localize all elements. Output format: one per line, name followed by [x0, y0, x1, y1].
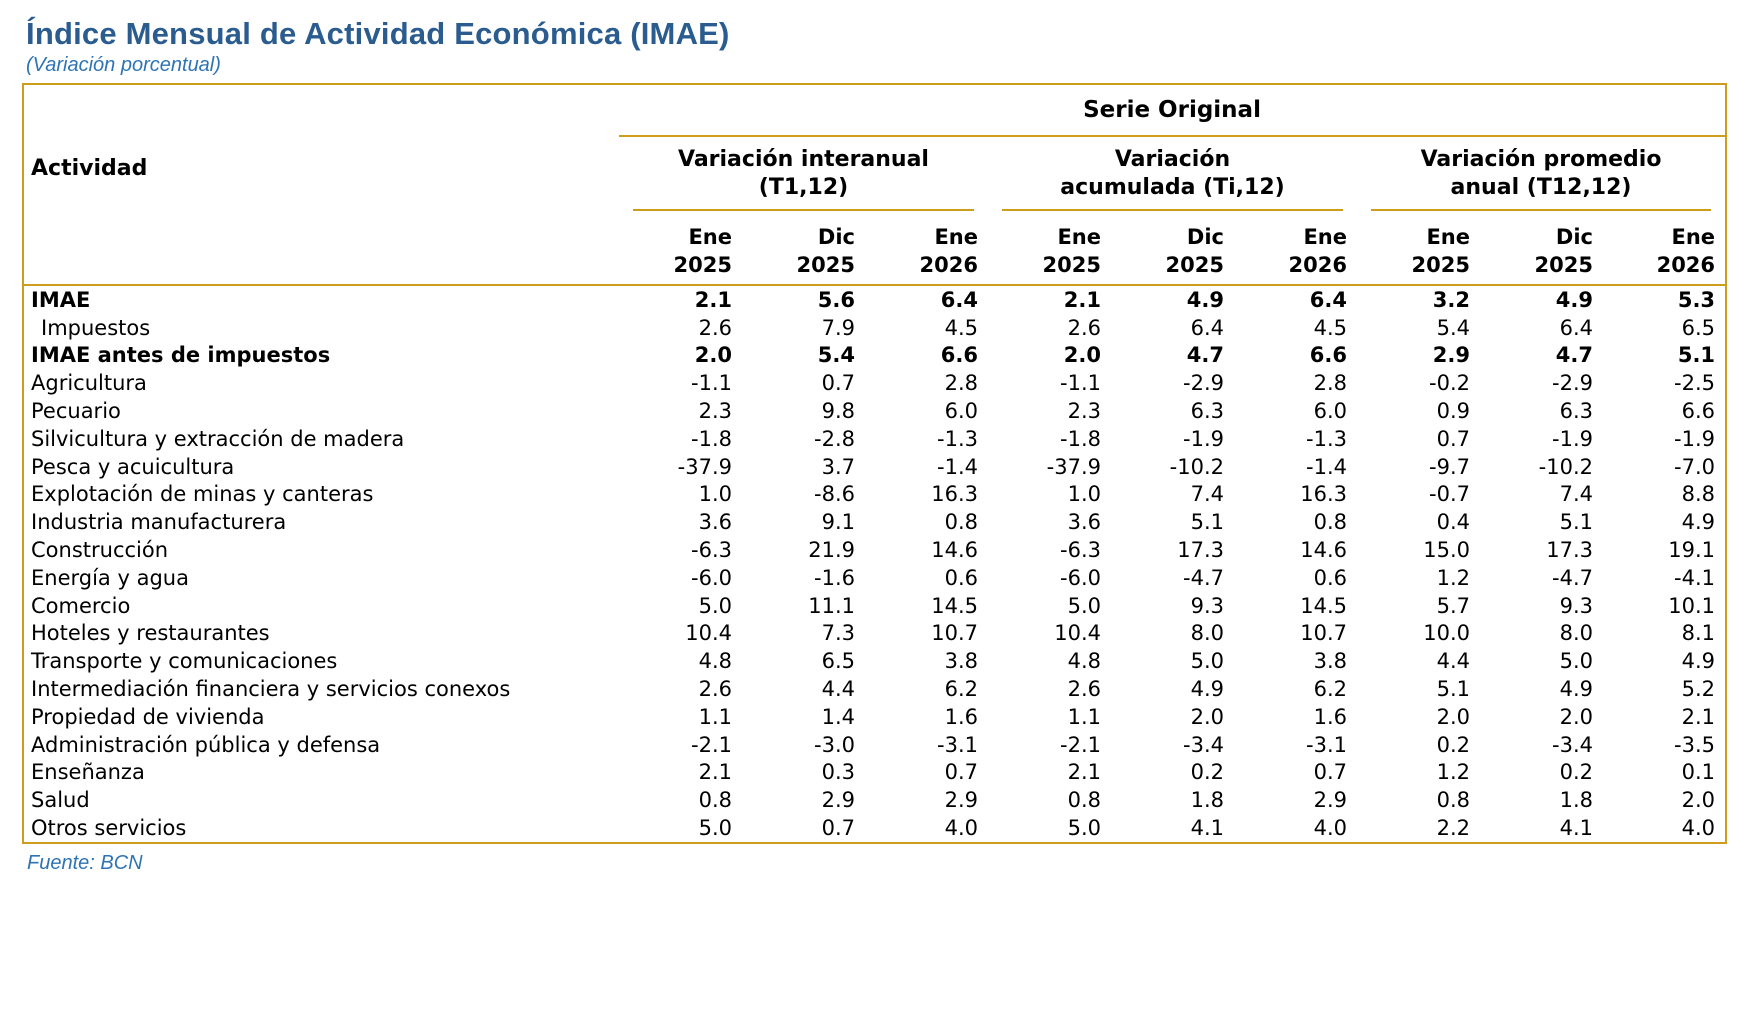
table-row — [23, 703, 1726, 731]
activity-label: IMAE antes de impuestos — [31, 343, 331, 368]
value-cell: 0.7 — [1313, 760, 1347, 785]
value-cell: 0.7 — [944, 760, 978, 785]
table-row — [23, 369, 1726, 397]
activity-label: Salud — [31, 788, 90, 813]
table-row — [23, 481, 1726, 509]
value-cell: -2.8 — [814, 426, 855, 451]
value-cell: 5.1 — [1190, 510, 1224, 535]
value-cell: -2.5 — [1674, 371, 1716, 396]
value-cell: 6.6 — [1681, 399, 1716, 424]
group-header-underline — [1371, 146, 1711, 211]
period-header-ene-2025: Ene 2025 — [619, 211, 742, 285]
group-label-line2: acumulada (Ti,12) — [1060, 174, 1285, 200]
table-row — [23, 425, 1726, 453]
value-cell: 6.3 — [1190, 399, 1224, 424]
value-cell: 2.6 — [1067, 315, 1101, 340]
value-cell: 9.3 — [1559, 593, 1593, 618]
value-cell: 4.1 — [1559, 816, 1593, 841]
page-title: Índice Mensual de Actividad Económica (IMAE) — [26, 16, 730, 51]
value-cell: -6.3 — [691, 538, 732, 563]
value-cell: 9.1 — [821, 510, 855, 535]
activity-label: Propiedad de vivienda — [31, 704, 265, 729]
value-cell: 17.3 — [1177, 538, 1224, 563]
value-cell: 2.6 — [1067, 677, 1101, 702]
value-cell: 3.6 — [1067, 510, 1101, 535]
value-cell: 5.0 — [1067, 593, 1101, 618]
group-header-underline — [633, 146, 974, 211]
value-cell: 2.0 — [1559, 704, 1593, 729]
value-cell: -0.2 — [1429, 371, 1470, 396]
value-cell: 5.0 — [1190, 649, 1224, 674]
activity-label: Administración pública y defensa — [31, 732, 381, 757]
value-cell: 5.0 — [698, 816, 732, 841]
value-cell: 0.8 — [1067, 788, 1101, 813]
value-cell: -3.1 — [937, 732, 978, 757]
value-cell: 1.8 — [1559, 788, 1593, 813]
table-row — [23, 285, 1726, 314]
group-label-line1: Variación interanual — [678, 146, 929, 172]
period-header-ene-2026: Ene 2026 — [1603, 211, 1726, 285]
value-cell: 6.2 — [944, 677, 978, 702]
actividad-label: Actividad — [31, 156, 148, 181]
value-cell: -3.0 — [814, 732, 855, 757]
period-header-ene-2026: Ene 2026 — [865, 211, 988, 285]
value-cell: 16.3 — [1300, 482, 1347, 507]
value-cell: 3.7 — [821, 454, 855, 479]
value-cell: 6.0 — [1313, 399, 1347, 424]
value-cell: 0.9 — [1436, 399, 1470, 424]
value-cell: 2.0 — [694, 343, 732, 368]
table-row — [23, 647, 1726, 675]
value-cell: 19.1 — [1668, 538, 1716, 563]
value-cell: 5.4 — [1436, 315, 1470, 340]
value-cell: 4.9 — [1559, 677, 1593, 702]
value-cell: 6.2 — [1313, 677, 1347, 702]
value-cell: 10.7 — [931, 621, 978, 646]
period-header-dic-2025: Dic 2025 — [1111, 211, 1234, 285]
value-cell: -7.0 — [1674, 454, 1716, 479]
value-cell: -8.6 — [814, 482, 855, 507]
value-cell: -37.9 — [677, 454, 732, 479]
value-cell: 2.0 — [1190, 704, 1224, 729]
activity-label: Comercio — [31, 593, 131, 618]
value-cell: -2.1 — [1060, 732, 1101, 757]
value-cell: 4.0 — [1681, 816, 1716, 841]
value-cell: 1.2 — [1436, 565, 1470, 590]
activity-label: IMAE — [31, 287, 91, 312]
value-cell: -10.2 — [1169, 454, 1224, 479]
value-cell: -1.9 — [1674, 426, 1716, 451]
value-cell: 2.1 — [694, 287, 732, 312]
value-cell: 1.6 — [1313, 704, 1347, 729]
value-cell: 0.3 — [821, 760, 855, 785]
value-cell: -2.1 — [691, 732, 732, 757]
value-cell: -4.1 — [1674, 565, 1716, 590]
activity-label: Hoteles y restaurantes — [31, 621, 270, 646]
value-cell: 4.4 — [821, 677, 855, 702]
activity-label: Agricultura — [31, 371, 147, 396]
group-header-variacion-acumulada — [988, 136, 1357, 211]
value-cell: 6.5 — [1681, 315, 1716, 340]
value-cell: 10.0 — [1423, 621, 1470, 646]
value-cell: 5.1 — [1436, 677, 1470, 702]
period-header-ene-2025: Ene 2025 — [1357, 211, 1480, 285]
serie-original-header — [619, 84, 1726, 136]
value-cell: -1.6 — [814, 565, 855, 590]
value-cell: 9.8 — [821, 399, 855, 424]
value-cell: 2.0 — [1063, 343, 1101, 368]
value-cell: 10.4 — [685, 621, 732, 646]
value-cell: 2.9 — [1432, 343, 1470, 368]
value-cell: 8.0 — [1559, 621, 1593, 646]
value-cell: 4.5 — [1313, 315, 1347, 340]
value-cell: 7.9 — [821, 315, 855, 340]
table-row — [23, 675, 1726, 703]
value-cell: 6.4 — [1190, 315, 1224, 340]
table-row — [23, 342, 1726, 370]
value-cell: 0.7 — [821, 816, 855, 841]
value-cell: 6.6 — [940, 343, 978, 368]
value-cell: 2.9 — [1313, 788, 1347, 813]
value-cell: -10.2 — [1538, 454, 1593, 479]
table-row — [23, 814, 1726, 843]
value-cell: 21.9 — [808, 538, 855, 563]
value-cell: 0.6 — [944, 565, 978, 590]
group-header-variacion-promedio-anual — [1357, 136, 1726, 211]
value-cell: -1.3 — [1306, 426, 1347, 451]
value-cell: 4.9 — [1681, 510, 1716, 535]
activity-label: Energía y agua — [31, 565, 189, 590]
value-cell: 5.2 — [1681, 677, 1716, 702]
value-cell: 0.6 — [1313, 565, 1347, 590]
value-cell: 14.6 — [931, 538, 978, 563]
value-cell: 5.1 — [1677, 343, 1716, 368]
value-cell: -6.0 — [691, 565, 732, 590]
value-cell: 0.8 — [944, 510, 978, 535]
value-cell: -1.4 — [937, 454, 978, 479]
value-cell: 2.1 — [1681, 704, 1716, 729]
value-cell: 0.8 — [1436, 788, 1470, 813]
value-cell: 3.8 — [1313, 649, 1347, 674]
table-row — [23, 731, 1726, 759]
activity-label: Explotación de minas y canteras — [31, 482, 374, 507]
value-cell: 2.9 — [944, 788, 978, 813]
value-cell: 0.7 — [1436, 426, 1470, 451]
value-cell: 5.1 — [1559, 510, 1593, 535]
value-cell: 2.1 — [1063, 287, 1101, 312]
table-row — [23, 314, 1726, 342]
activity-label: Industria manufacturera — [31, 510, 287, 535]
table-row — [23, 508, 1726, 536]
group-label-line2: (T1,12) — [758, 174, 849, 200]
page-subtitle: (Variación porcentual) — [26, 54, 221, 76]
value-cell: 11.1 — [808, 593, 855, 618]
value-cell: 15.0 — [1423, 538, 1470, 563]
table-row — [23, 786, 1726, 814]
imae-table — [22, 83, 1727, 844]
value-cell: 5.0 — [698, 593, 732, 618]
period-header-dic-2025: Dic 2025 — [742, 211, 865, 285]
group-label-line1: Variación promedio — [1420, 146, 1662, 172]
value-cell: -2.9 — [1183, 371, 1224, 396]
value-cell: 10.1 — [1668, 593, 1716, 618]
value-cell: 17.3 — [1546, 538, 1593, 563]
value-cell: 4.5 — [944, 315, 978, 340]
value-cell: 14.5 — [1300, 593, 1347, 618]
value-cell: 5.7 — [1436, 593, 1470, 618]
value-cell: -1.8 — [691, 426, 732, 451]
value-cell: 6.3 — [1559, 399, 1593, 424]
value-cell: 0.2 — [1190, 760, 1224, 785]
activity-label: Intermediación financiera y servicios conexos — [31, 677, 511, 702]
value-cell: 2.8 — [944, 371, 978, 396]
value-cell: -4.7 — [1552, 565, 1593, 590]
activity-label: Transporte y comunicaciones — [31, 649, 338, 674]
value-cell: 1.8 — [1190, 788, 1224, 813]
value-cell: 6.4 — [1309, 287, 1347, 312]
value-cell: 4.9 — [1555, 287, 1593, 312]
value-cell: 10.7 — [1300, 621, 1347, 646]
value-cell: 16.3 — [931, 482, 978, 507]
value-cell: 10.4 — [1054, 621, 1101, 646]
value-cell: 4.9 — [1186, 287, 1224, 312]
value-cell: 3.2 — [1432, 287, 1470, 312]
value-cell: -3.1 — [1306, 732, 1347, 757]
value-cell: 4.8 — [698, 649, 732, 674]
column-header-actividad — [23, 84, 619, 285]
value-cell: 4.9 — [1190, 677, 1224, 702]
value-cell: 2.2 — [1436, 816, 1470, 841]
value-cell: 5.4 — [817, 343, 855, 368]
value-cell: 0.8 — [698, 788, 732, 813]
value-cell: 8.8 — [1681, 482, 1716, 507]
value-cell: 4.8 — [1067, 649, 1101, 674]
group-header-underline — [1002, 146, 1343, 211]
value-cell: 2.3 — [698, 399, 732, 424]
value-cell: -37.9 — [1046, 454, 1101, 479]
value-cell: 5.0 — [1559, 649, 1593, 674]
value-cell: 1.0 — [698, 482, 732, 507]
value-cell: 0.2 — [1559, 760, 1593, 785]
value-cell: 4.0 — [944, 816, 978, 841]
table-body — [23, 285, 1726, 843]
activity-label: Impuestos — [41, 315, 151, 340]
value-cell: 2.0 — [1681, 788, 1716, 813]
value-cell: 9.3 — [1190, 593, 1224, 618]
value-cell: 0.4 — [1436, 510, 1470, 535]
table-row — [23, 453, 1726, 481]
group-header-variacion-interanual — [619, 136, 988, 211]
value-cell: 4.9 — [1681, 649, 1716, 674]
value-cell: -3.5 — [1674, 732, 1716, 757]
serie-header-row — [23, 84, 1726, 136]
activity-label: Otros servicios — [31, 816, 187, 841]
value-cell: 2.9 — [821, 788, 855, 813]
value-cell: 1.1 — [1067, 704, 1101, 729]
value-cell: 2.0 — [1436, 704, 1470, 729]
value-cell: 2.8 — [1313, 371, 1347, 396]
serie-original-label: Serie Original — [1083, 97, 1261, 123]
value-cell: 14.6 — [1300, 538, 1347, 563]
value-cell: 5.0 — [1067, 816, 1101, 841]
value-cell: -6.0 — [1060, 565, 1101, 590]
value-cell: 4.1 — [1190, 816, 1224, 841]
value-cell: 4.7 — [1186, 343, 1224, 368]
period-header-ene-2026: Ene 2026 — [1234, 211, 1357, 285]
value-cell: -9.7 — [1429, 454, 1470, 479]
value-cell: 14.5 — [931, 593, 978, 618]
activity-label: Construcción — [31, 538, 169, 563]
value-cell: 3.6 — [698, 510, 732, 535]
value-cell: -3.4 — [1183, 732, 1224, 757]
source-note — [27, 852, 1747, 875]
value-cell: 1.4 — [821, 704, 855, 729]
value-cell: 1.6 — [944, 704, 978, 729]
value-cell: 4.7 — [1555, 343, 1593, 368]
value-cell: 6.4 — [1559, 315, 1593, 340]
value-cell: 0.2 — [1436, 732, 1470, 757]
table-row — [23, 564, 1726, 592]
activity-label: Silvicultura y extracción de madera — [31, 426, 405, 451]
table-row — [23, 592, 1726, 620]
table-row — [23, 536, 1726, 564]
value-cell: -1.9 — [1183, 426, 1224, 451]
value-cell: -1.4 — [1306, 454, 1347, 479]
value-cell: 4.4 — [1436, 649, 1470, 674]
activity-label: Enseñanza — [31, 760, 145, 785]
value-cell: 6.5 — [821, 649, 855, 674]
value-cell: -4.7 — [1183, 565, 1224, 590]
value-cell: -6.3 — [1060, 538, 1101, 563]
value-cell: 2.6 — [698, 315, 732, 340]
period-header-ene-2025: Ene 2025 — [988, 211, 1111, 285]
value-cell: -2.9 — [1552, 371, 1593, 396]
value-cell: 7.4 — [1559, 482, 1593, 507]
value-cell: -1.1 — [691, 371, 732, 396]
value-cell: 7.4 — [1190, 482, 1224, 507]
value-cell: 2.1 — [1067, 760, 1101, 785]
value-cell: 2.6 — [698, 677, 732, 702]
value-cell: 2.3 — [1067, 399, 1101, 424]
table-row — [23, 397, 1726, 425]
value-cell: 7.3 — [821, 621, 855, 646]
value-cell: 1.1 — [698, 704, 732, 729]
value-cell: -3.4 — [1552, 732, 1593, 757]
activity-label: Pesca y acuicultura — [31, 454, 235, 479]
value-cell: -0.7 — [1429, 482, 1470, 507]
value-cell: 5.3 — [1677, 287, 1716, 312]
value-cell: 3.8 — [944, 649, 978, 674]
value-cell: 2.1 — [698, 760, 732, 785]
value-cell: 8.1 — [1681, 621, 1716, 646]
value-cell: 1.0 — [1067, 482, 1101, 507]
value-cell: 8.0 — [1190, 621, 1224, 646]
table-row — [23, 759, 1726, 787]
value-cell: 0.1 — [1681, 760, 1716, 785]
value-cell: -1.8 — [1060, 426, 1101, 451]
table-row — [23, 620, 1726, 648]
value-cell: 1.2 — [1436, 760, 1470, 785]
value-cell: 6.4 — [940, 287, 978, 312]
value-cell: -1.3 — [937, 426, 978, 451]
group-label-line1: Variación — [1114, 146, 1231, 172]
value-cell: -1.1 — [1060, 371, 1101, 396]
value-cell: 5.6 — [817, 287, 855, 312]
group-label-line2: anual (T12,12) — [1450, 174, 1632, 200]
source-label: Fuente: BCN — [27, 851, 143, 874]
value-cell: 0.7 — [821, 371, 855, 396]
activity-label: Pecuario — [31, 399, 121, 424]
period-header-dic-2025: Dic 2025 — [1480, 211, 1603, 285]
value-cell: 0.8 — [1313, 510, 1347, 535]
value-cell: 6.6 — [1309, 343, 1347, 368]
value-cell: 6.0 — [944, 399, 978, 424]
value-cell: 4.0 — [1313, 816, 1347, 841]
value-cell: -1.9 — [1552, 426, 1593, 451]
